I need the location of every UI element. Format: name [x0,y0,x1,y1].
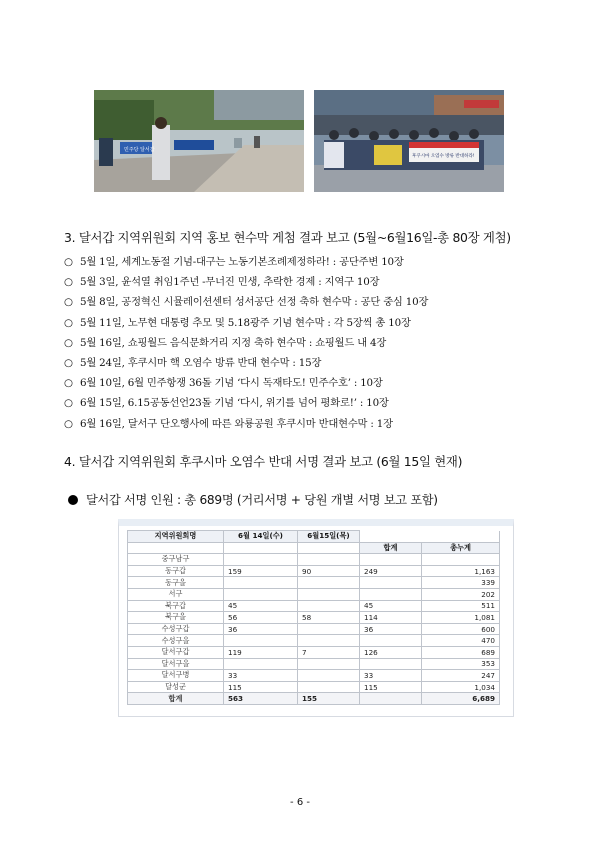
cell-d1: 563 [224,693,298,705]
circle-bullet-icon: ○ [64,397,73,410]
list-item: ○ 6월 16일, 달서구 단오행사에 따른 와룡공원 후쿠시마 반대현수막 : 1장 [64,414,428,434]
cell-d2 [298,681,360,693]
cell-name: 동구갑 [128,565,224,577]
cell-cum: 339 [422,577,500,589]
cell-d1: 115 [224,681,298,693]
list-item: ○ 6월 10일, 6월 민주항쟁 36돌 기념 ‘다시 독재타도! 민주수호’ : 10장 [64,373,428,393]
cell-d2 [298,670,360,682]
cell-sum: 33 [360,670,422,682]
section-3-title: 3. 달서갑 지역위원회 지역 홍보 현수막 게첨 결과 보고 (5월~6월16일-총 80장 게첨) [64,230,511,245]
table-row [128,612,500,624]
circle-bullet-icon: ○ [64,356,73,369]
list-item: ○ 5월 11일, 노무현 대통령 추모 및 5.18광주 기념 현수막 : 각 5장씩 총 10장 [64,313,428,333]
cell-sum [360,658,422,670]
header-empty [298,542,360,554]
header-empty [224,542,298,554]
cell-cum [422,554,500,566]
header-sum: 합계 [360,542,422,554]
cell-d1 [224,554,298,566]
signature-table-image [118,519,514,717]
cell-d2 [298,588,360,600]
table-row [128,565,500,577]
cell-cum: 1,163 [422,565,500,577]
cell-name: 달성군 [128,681,224,693]
photo-protest-group [314,90,504,192]
cell-name: 수성구을 [128,635,224,647]
cell-d1: 33 [224,670,298,682]
circle-bullet-icon: ○ [64,377,73,390]
cell-name: 합계 [128,693,224,705]
table-row [128,554,500,566]
circle-bullet-icon: ○ [64,417,73,430]
header-empty [422,531,500,543]
cell-sum: 45 [360,600,422,612]
circle-bullet-icon: ○ [64,276,73,289]
photo-protest-group-image [314,90,504,192]
cell-cum: 511 [422,600,500,612]
cell-d2 [298,554,360,566]
filled-circle-bullet-icon [68,495,78,505]
list-item: ○ 5월 16일, 쇼핑월드 음식문화거리 지정 축하 현수막 : 쇼핑월드 내 4장 [64,333,428,353]
cell-cum: 600 [422,623,500,635]
cell-d1: 119 [224,646,298,658]
page-number: - 6 - [290,797,310,808]
cell-sum [360,554,422,566]
circle-bullet-icon: ○ [64,296,73,309]
header-june15: 6월15일(목) [298,531,360,543]
cell-d1: 159 [224,565,298,577]
header-region: 지역위원회명 [128,531,224,543]
cell-d1 [224,577,298,589]
list-item: ○ 5월 8일, 공정혁신 시뮬레이션센터 성서공단 선정 축하 현수막 : 공단 중심 10장 [64,292,428,312]
cell-sum: 126 [360,646,422,658]
list-item: ○ 5월 1일, 세계노동절 기념-대구는 노동기본조례제정하라! : 공단주변 10장 [64,252,428,272]
cell-d2 [298,577,360,589]
cell-d1: 56 [224,612,298,624]
cell-d2 [298,600,360,612]
cell-d2: 7 [298,646,360,658]
table-row [128,623,500,635]
cell-cum: 247 [422,670,500,682]
header-empty [360,531,422,543]
cell-cum: 6,689 [422,693,500,705]
header-june14: 6월 14일(수) [224,531,298,543]
circle-bullet-icon: ○ [64,256,73,268]
table-row [128,635,500,647]
cell-sum: 249 [360,565,422,577]
cell-name: 달서구을 [128,658,224,670]
signature-summary-text: 달서갑 서명 인원 : 총 689명 (거리서명 + 당원 개별 서명 보고 포함) [86,493,438,507]
cell-d1 [224,635,298,647]
signature-summary [68,491,438,508]
cell-name: 동구을 [128,577,224,589]
cell-sum [360,588,422,600]
cell-name: 서구 [128,588,224,600]
table-row [128,658,500,670]
cell-cum: 353 [422,658,500,670]
table-row [128,577,500,589]
cell-name: 중구남구 [128,554,224,566]
header-empty [128,542,224,554]
banner-list [64,252,428,434]
cell-cum: 202 [422,588,500,600]
signature-table [127,530,500,705]
cell-sum: 115 [360,681,422,693]
cell-sum [360,635,422,647]
cell-name: 수성구갑 [128,623,224,635]
circle-bullet-icon: ○ [64,336,73,349]
table-row [128,646,500,658]
cell-d1 [224,588,298,600]
table-row [128,588,500,600]
cell-d1: 36 [224,623,298,635]
cell-cum: 470 [422,635,500,647]
cell-sum [360,577,422,589]
cell-sum: 36 [360,623,422,635]
cell-name: 북구갑 [128,600,224,612]
circle-bullet-icon: ○ [64,316,73,329]
left-sign-text: 민주당 달서갑 [124,147,155,153]
right-sign-text: 후쿠시마 오염수 방류 반대하라! [412,154,475,159]
cell-cum: 689 [422,646,500,658]
photo-street-campaign [94,90,304,192]
table-row [128,600,500,612]
table-row [128,670,500,682]
header-cumulative: 총누계 [422,542,500,554]
cell-name: 달서구병 [128,670,224,682]
list-item: ○ 6월 15일, 6.15공동선언23돌 기념 ‘다시, 위기를 넘어 평화로!’ : 10장 [64,393,428,413]
cell-d2 [298,658,360,670]
cell-sum [360,693,422,705]
cell-d1: 45 [224,600,298,612]
cell-d2 [298,623,360,635]
table-row [128,681,500,693]
list-item: ○ 5월 24일, 후쿠시마 핵 오염수 방류 반대 현수막 : 15장 [64,353,428,373]
table-row [128,693,500,705]
cell-d1 [224,658,298,670]
cell-d2: 58 [298,612,360,624]
cell-d2 [298,635,360,647]
photo-street-campaign-image [94,90,304,192]
cell-sum: 114 [360,612,422,624]
cell-name: 북구을 [128,612,224,624]
cell-cum: 1,081 [422,612,500,624]
list-item: ○ 5월 3일, 윤석열 취임1주년 -무너진 민생, 추락한 경제 : 지역구 10장 [64,272,428,292]
cell-d2: 155 [298,693,360,705]
cell-d2: 90 [298,565,360,577]
section-4-title: 4. 달서갑 지역위원회 후쿠시마 오염수 반대 서명 결과 보고 (6월 15일 현재) [64,454,463,469]
cell-name: 달서구갑 [128,646,224,658]
cell-cum: 1,034 [422,681,500,693]
